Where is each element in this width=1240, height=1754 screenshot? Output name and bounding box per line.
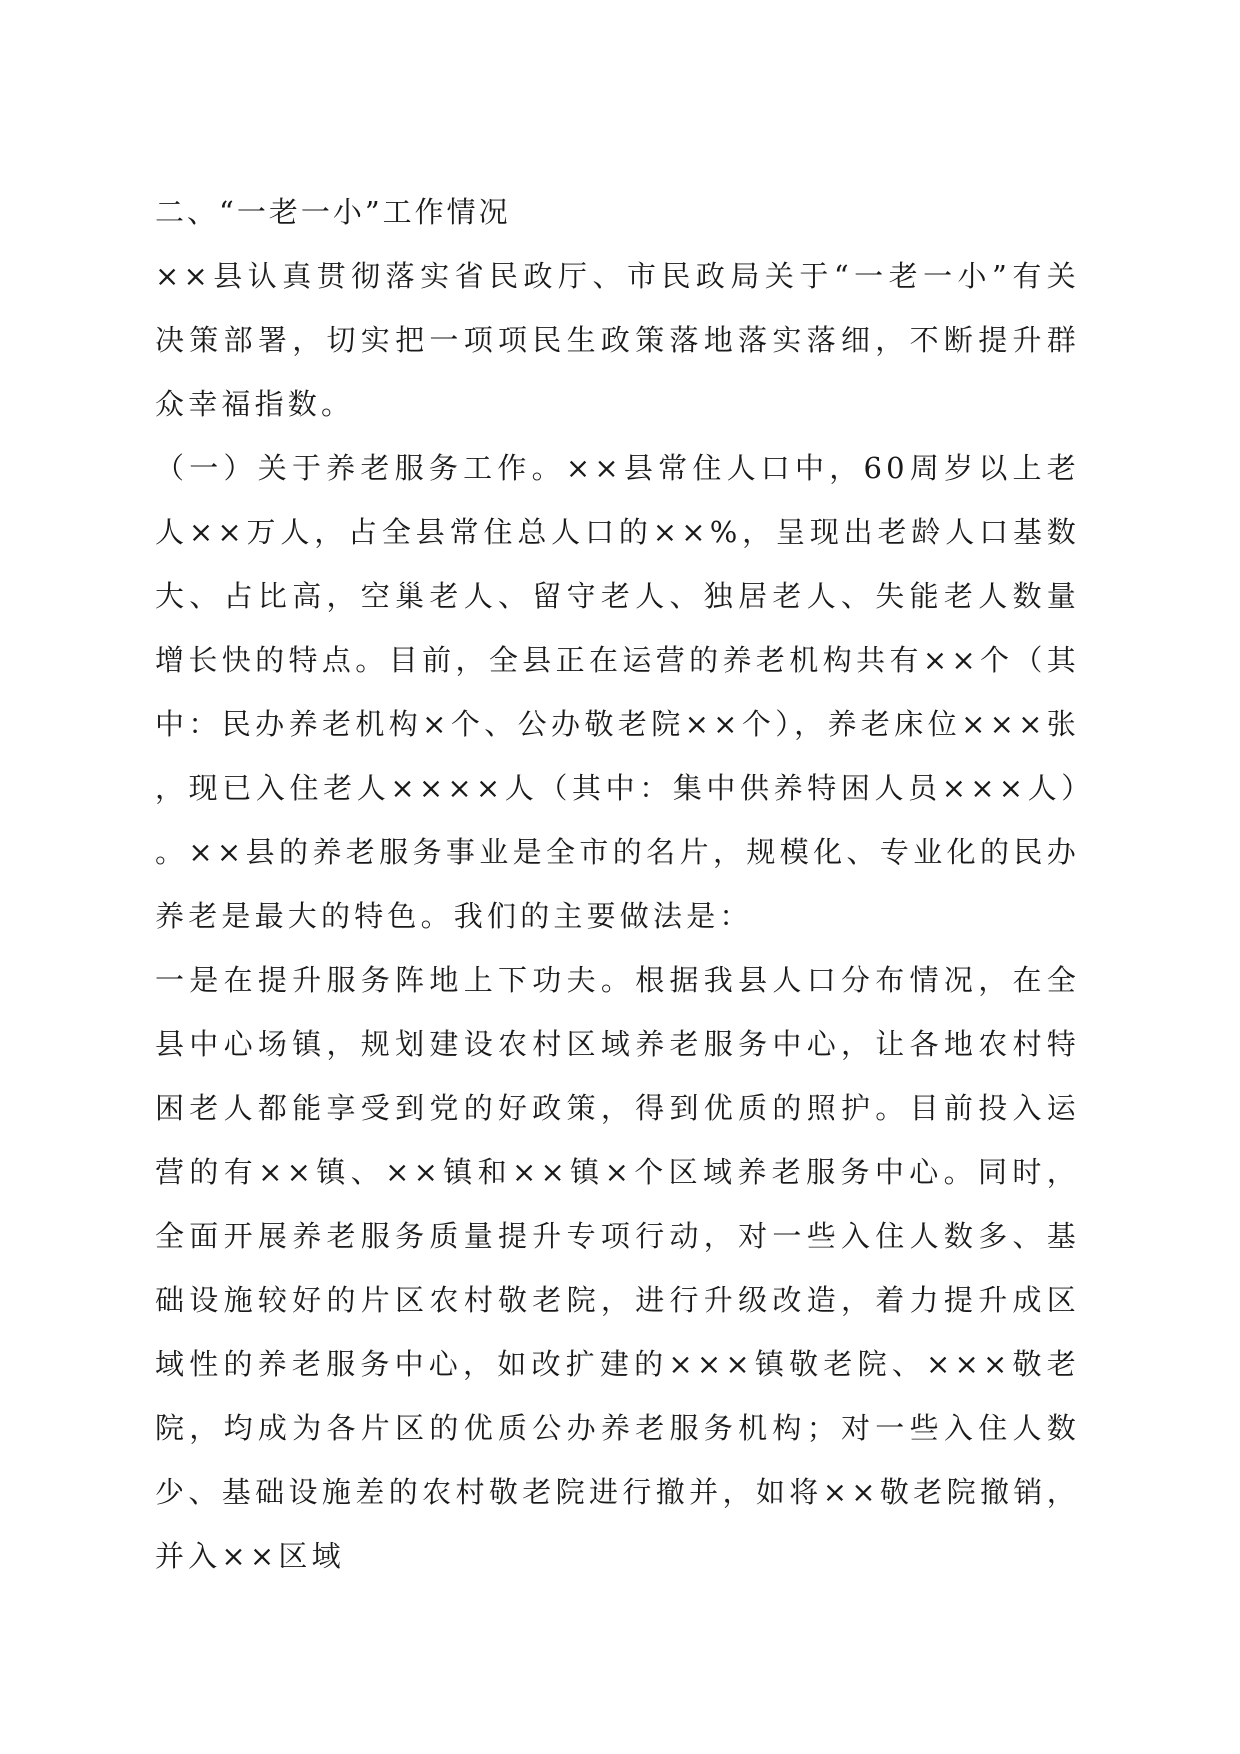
document-body <box>155 180 1080 1588</box>
section-heading: 二、“一老一小”工作情况 <box>155 195 511 229</box>
paragraph-intro: ××县认真贯彻落实省民政厅、市民政局关于“一老一小”有关决策部署，切实把一项项民生政策落地落实落细，不断提升群众幸福指数。 <box>155 259 1080 421</box>
paragraph-elderly-care: （一）关于养老服务工作。××县常住人口中，60周岁以上老人××万人，占全县常住总人口的××%，呈现出老龄人口基数大、占比高，空巢老人、留守老人、独居老人、失能老人数量增长快的特点。目前，全县正在运营的养老机构共有××个（其中：民办养老机构×个、公办敬老院××个），养老床位×××张，现已入住老人××××人（其中：集中供养特困人员×××人）。××县的养老服务事业是全市的名片，规模化、专业化的民办养老是最大的特色。我们的主要做法是： <box>155 451 1080 933</box>
paragraph-service-facilities: 一是在提升服务阵地上下功夫。根据我县人口分布情况，在全县中心场镇，规划建设农村区域养老服务中心，让各地农村特困老人都能享受到党的好政策，得到优质的照护。目前投入运营的有××镇、××镇和××镇×个区域养老服务中心。同时，全面开展养老服务质量提升专项行动，对一些入住人数多、基础设施较好的片区农村敬老院，进行升级改造，着力提升成区域性的养老服务中心，如改扩建的×××镇敬老院、×××敬老院，均成为各片区的优质公办养老服务机构；对一些入住人数少、基础设施差的农村敬老院进行撤并，如将××敬老院撤销，并入××区域 <box>155 963 1080 1573</box>
